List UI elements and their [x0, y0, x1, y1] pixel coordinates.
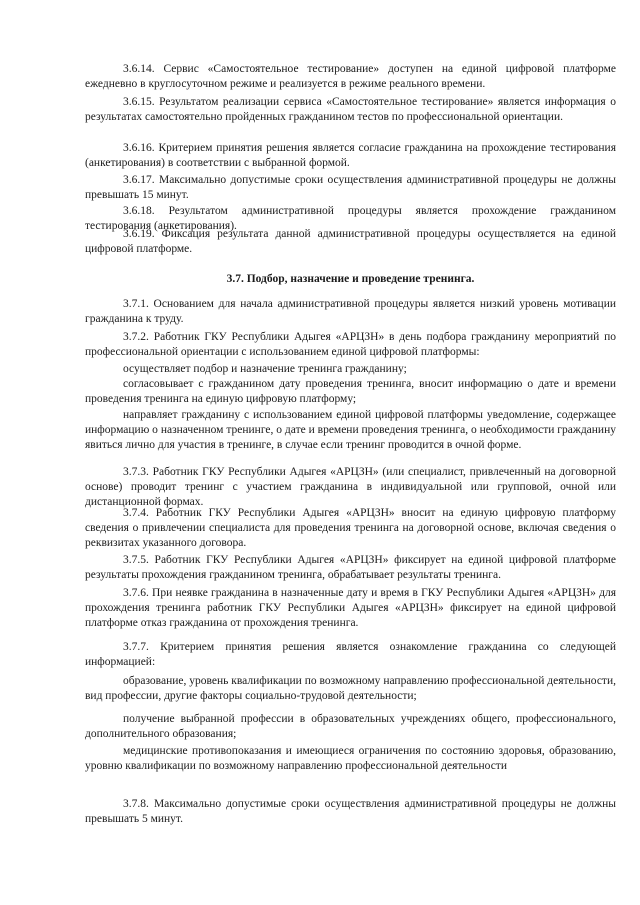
paragraph-3-7-2: 3.7.2. Работник ГКУ Республики Адыгея «АРЦЗН» в день подбора гражданину мероприятий по профессиональной ориентации с использованием единой цифровой платформы:: [85, 331, 616, 358]
paragraph-3-7-4: 3.7.4. Работник ГКУ Республики Адыгея «АРЦЗН» вносит на единую цифровую платформу сведения о привлечении специалиста для проведения тренинга на договорной основе, включая сведения о реквизитах указанного договора.: [85, 507, 616, 549]
list-item-education: образование, уровень квалификации по возможному направлению профессиональной деятельности, вид профессии, другие факторы социально-трудовой деятельности;: [85, 675, 616, 702]
paragraph-3-6-17: 3.6.17. Максимально допустимые сроки осуществления административной процедуры не должны превышать 15 минут.: [85, 174, 616, 201]
list-item-medical: медицинские противопоказания и имеющиеся ограничения по состоянию здоровья, образованию, уровню квалификации по возможному направлению профессиональной деятельности: [85, 745, 616, 772]
paragraph-3-6-14: 3.6.14. Сервис «Самостоятельное тестирование» доступен на единой цифровой платформе ежедневно в круглосуточном режиме и реализуется в режиме реального времени.: [85, 63, 616, 90]
list-item-agree-date: согласовывает с гражданином дату проведения тренинга, вносит информацию о дате и времени проведения тренинга на единую цифровую платформу;: [85, 378, 616, 405]
paragraph-3-7-6: 3.7.6. При неявке гражданина в назначенные дату и время в ГКУ Республики Адыгея «АРЦЗН» для прохождения тренинга работник ГКУ Республики Адыгея «АРЦЗН» фиксирует на единой цифровой платформе отказ гражданина от прохождения тренинга.: [85, 587, 616, 629]
paragraph-3-6-18: 3.6.18. Результатом административной процедуры является прохождение гражданином тестирования (анкетирования).: [85, 205, 616, 232]
section-heading: 3.7. Подбор, назначение и проведение тренинга.: [226, 273, 475, 285]
paragraph-3-7-5: 3.7.5. Работник ГКУ Республики Адыгея «АРЦЗН» фиксирует на единой цифровой платформе результаты прохождения гражданином тренинга, обрабатывает результаты тренинга.: [85, 554, 616, 581]
paragraph-3-7-1: 3.7.1. Основанием для начала административной процедуры является низкий уровень мотивации гражданина к труду.: [85, 298, 616, 325]
paragraph-3-6-19: 3.6.19. Фиксация результата данной административной процедуры осуществляется на единой цифровой платформе.: [85, 228, 616, 255]
list-item-select-training: осуществляет подбор и назначение тренинга гражданину;: [123, 363, 407, 375]
paragraph-3-7-7: 3.7.7. Критерием принятия решения является ознакомление гражданина со следующей информацией:: [85, 641, 616, 668]
paragraph-3-7-3: 3.7.3. Работник ГКУ Республики Адыгея «АРЦЗН» (или специалист, привлеченный на договорной основе) проводит тренинг с участием гражданина в индивидуальной или групповой, очной или дистанционной формах.: [85, 466, 616, 508]
list-item-send-notification: направляет гражданину с использованием единой цифровой платформы уведомление, содержащее информацию о назначенном тренинге, о дате и времени проведения тренинга, о необходимости гражданину явиться лично для участия в тренинге, в случае если тренинг проводится в очной форме.: [85, 409, 616, 451]
paragraph-3-6-15: 3.6.15. Результатом реализации сервиса «Самостоятельное тестирование» является информация о результатах самостоятельно пройденных гражданином тестов по профессиональной ориентации.: [85, 96, 616, 123]
paragraph-3-7-8: 3.7.8. Максимально допустимые сроки осуществления административной процедуры не должны превышать 5 минут.: [85, 798, 616, 825]
paragraph-3-6-16: 3.6.16. Критерием принятия решения является согласие гражданина на прохождение тестирования (анкетирования) в соответствии с выбранной формой.: [85, 142, 616, 169]
list-item-profession: получение выбранной профессии в образовательных учреждениях общего, профессионального, дополнительного образования;: [85, 713, 616, 740]
